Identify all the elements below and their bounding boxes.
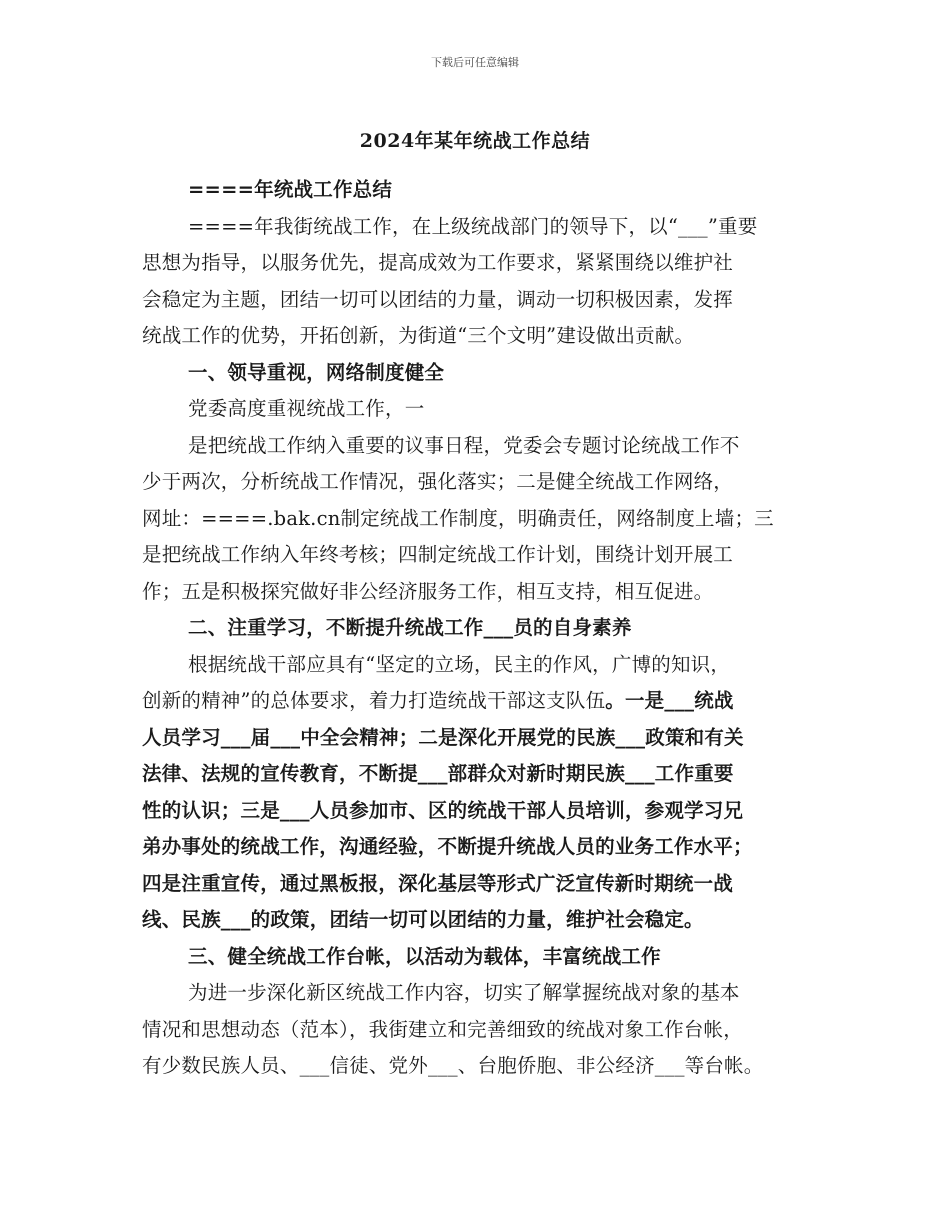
paragraph-line: 统战工作的优势，开拓创新，为街道“三个文明”建设做出贡献。 bbox=[142, 324, 695, 347]
document-body bbox=[142, 172, 810, 1085]
paragraph-line: 根据统战干部应具有“坚定的立场，民主的作风，广博的知识， bbox=[188, 652, 731, 676]
paragraph-line: 会稳定为主题，团结一切可以团结的力量，调动一切积极因素，发挥 bbox=[142, 287, 734, 311]
paragraph-line: 情况和思想动态（范本），我街建立和完善细致的统战对象工作台帐， bbox=[142, 1017, 743, 1041]
paragraph-line: 有少数民族人员、___信徒、党外___、台胞侨胞、非公经济___等台帐。 bbox=[142, 1054, 764, 1077]
paragraph-line: 是把统战工作纳入重要的议事日程，党委会专题讨论统战工作不 bbox=[188, 433, 740, 457]
paragraph-line: 一、领导重视，网络制度健全 bbox=[188, 360, 445, 384]
page-header-note: 下载后可任意编辑 bbox=[431, 56, 519, 69]
paragraph-line: 党委高度重视统战工作，一 bbox=[188, 397, 425, 420]
paragraph-line: 为进一步深化新区统战工作内容，切实了解掌握统战对象的基本 bbox=[188, 981, 740, 1004]
paragraph-line: 少于两次，分析统战工作情况，强化落实；二是健全统战工作网络， bbox=[142, 470, 734, 493]
paragraph-line: 弟办事处的统战工作，沟通经验，不断提升统战人员的业务工作水平； bbox=[142, 835, 753, 858]
paragraph-line: 是把统战工作纳入年终考核；四制定统战工作计划，围绕计划开展工 bbox=[142, 543, 734, 566]
paragraph-line: 人员学习___届___中全会精神；二是深化开展党的民族___政策和有关 bbox=[142, 725, 744, 749]
paragraph-line: 作；五是积极探究做好非公经济服务工作，相互支持，相互促进。 bbox=[142, 579, 714, 603]
paragraph-line: ====年统战工作总结 bbox=[188, 178, 393, 201]
paragraph-line: ====年我街统战工作，在上级统战部门的领导下，以“___”重要 bbox=[188, 214, 758, 238]
paragraph-line: 三、健全统战工作台帐，以活动为载体，丰富统战工作 bbox=[188, 944, 661, 968]
paragraph-line: 网址：====.bak.cn制定统战工作制度，明确责任，网络制度上墙；三 bbox=[142, 506, 774, 530]
paragraph-line: 法律、法规的宣传教育，不断提___部群众对新时期民族___工作重要 bbox=[142, 762, 734, 785]
paragraph-line: 线、民族___的政策，团结一切可以团结的力量，维护社会稳定。 bbox=[142, 908, 704, 931]
paragraph-line: 性的认识；三是___人员参加市、区的统战干部人员培训，参观学习兄 bbox=[142, 798, 744, 822]
document-title: 2024年某年统战工作总结 bbox=[359, 130, 591, 152]
paragraph-line: 创新的精神”的总体要求，着力打造统战干部这支队伍。一是___统战 bbox=[142, 689, 734, 712]
paragraph-line: 思想为指导，以服务优先，提高成效为工作要求，紧紧围绕以维护社 bbox=[142, 251, 734, 274]
paragraph-line: 二、注重学习，不断提升统战工作___员的自身素养 bbox=[188, 616, 632, 639]
paragraph-line: 四是注重宣传，通过黑板报，深化基层等形式广泛宣传新时期统一战 bbox=[142, 871, 734, 895]
